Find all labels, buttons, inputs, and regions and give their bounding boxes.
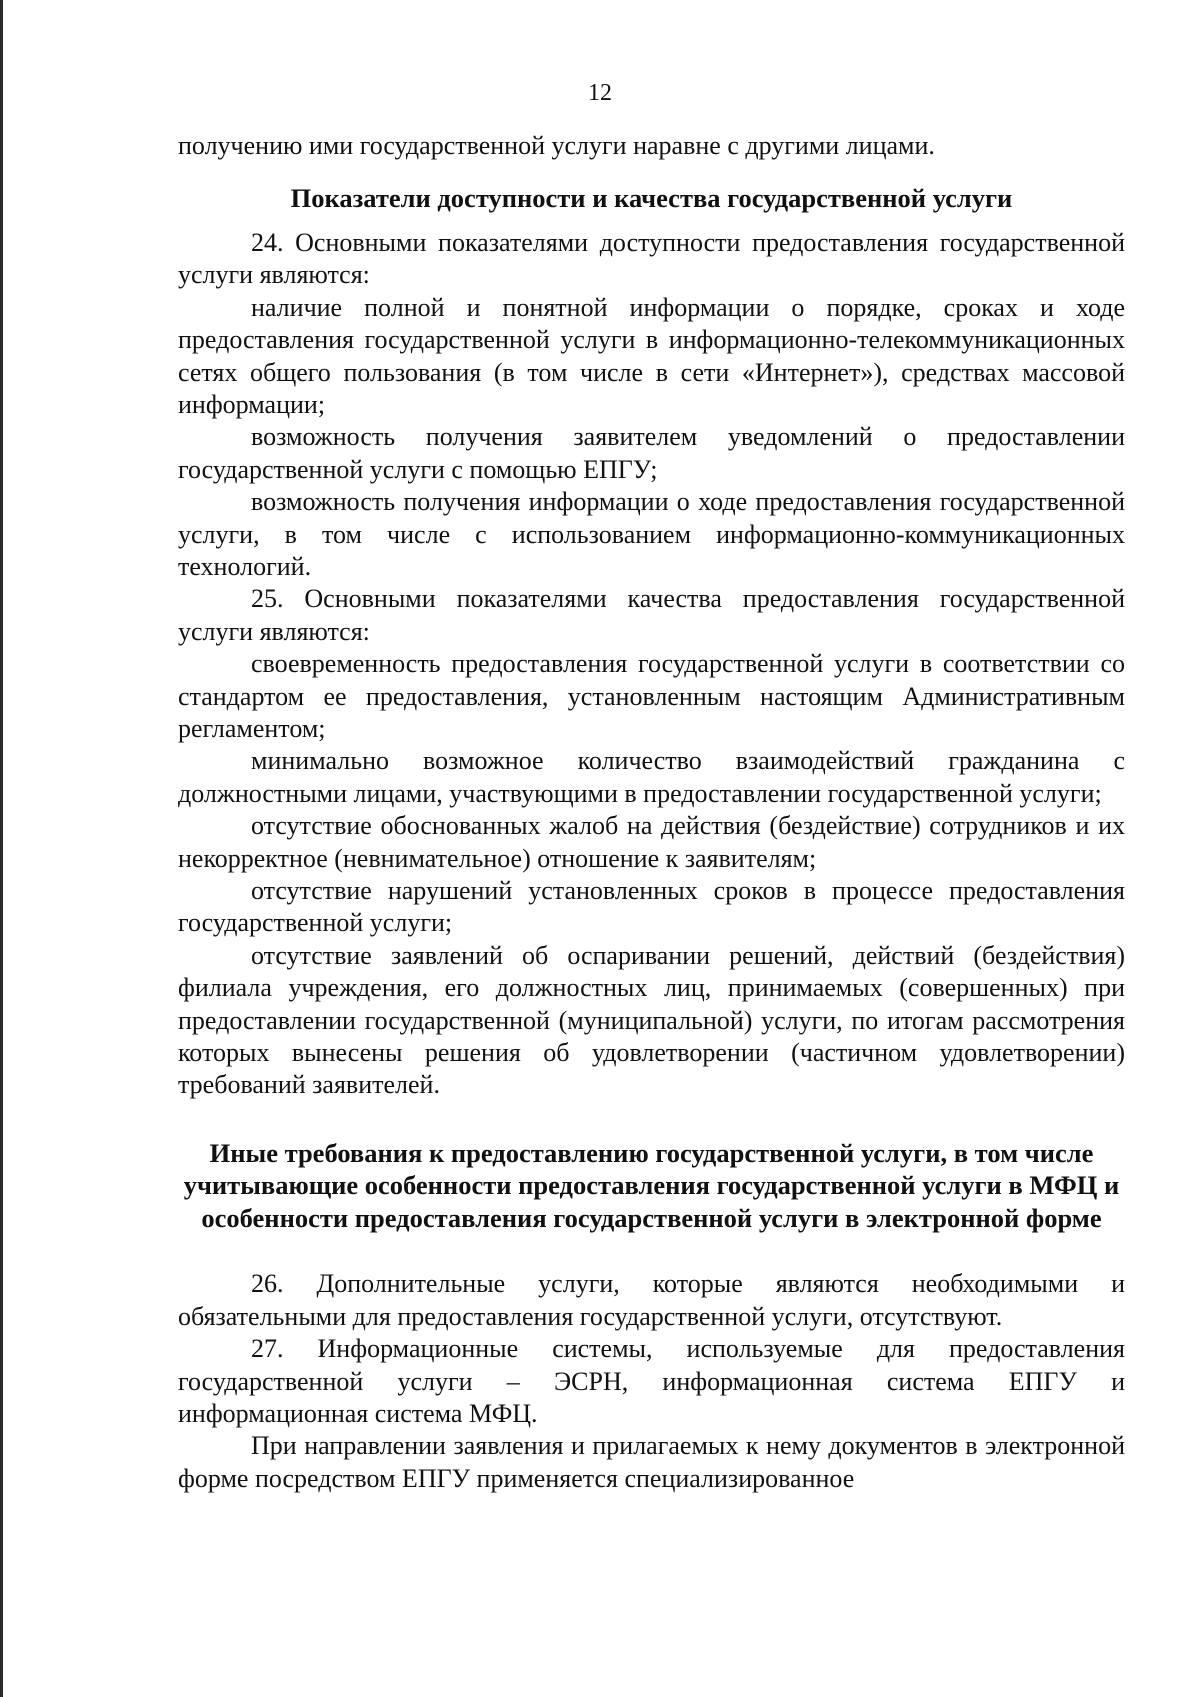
paragraph-no-deadline-violations: отсутствие нарушений установленных сроков в процессе предоставления государственной услуги; — [178, 876, 1125, 938]
paragraph-minimal-interactions: минимально возможное количество взаимодействий гражданина с должностными лицами, участвующими в предоставлении государственной услуги; — [178, 746, 1125, 808]
paragraph-electronic-submission: При направлении заявления и прилагаемых к нему документов в электронной форме посредством ЕПГУ применяется специализированное — [178, 1431, 1125, 1493]
paragraph-item-27: 27. Информационные системы, используемые для предоставления государственной услуги – ЭСРН, информационная система ЕПГУ и информационная система МФЦ. — [178, 1334, 1125, 1428]
paragraph-notifications: возможность получения заявителем уведомлений о предоставлении государственной услуги с помощью ЕПГУ; — [178, 422, 1125, 484]
paragraph-no-appeals: отсутствие заявлений об оспаривании решений, действий (бездействия) филиала учреждения, его должностных лиц, принимаемых (совершенных) при предоставлении государственной (муниципальной) услуги, по итогам рассмотрения которых вынесены решения об удовлетворении (частичном удовлетворении) требований заявителей. — [178, 940, 1125, 1100]
paragraph-no-complaints: отсутствие обоснованных жалоб на действия (бездействие) сотрудников и их некорректное (невнимательное) отношение к заявителям; — [178, 811, 1125, 873]
paragraph-timeliness: своевременность предоставления государственной услуги в соответствии со стандартом ее предоставления, установленным настоящим Административным регламентом; — [178, 649, 1125, 743]
document-body — [178, 130, 1125, 1495]
paragraph-progress-information: возможность получения информации о ходе предоставления государственной услуги, в том числе с использованием информационно-коммуникационных технологий. — [178, 487, 1125, 581]
scan-edge-shadow — [0, 0, 3, 1697]
page-number: 12 — [588, 80, 612, 106]
section-heading-other-requirements: Иные требования к предоставлению государственной услуги, в том числе учитывающие особенности предоставления государственной услуги в МФЦ и особенности предоставления государственной услуги в электронной форме — [183, 1137, 1120, 1233]
section-heading-availability-quality: Показатели доступности и качества государственной услуги — [290, 183, 1013, 214]
paragraph-item-25: 25. Основными показателями качества предоставления государственной услуги являются: — [178, 584, 1125, 646]
paragraph-item-24: 24. Основными показателями доступности предоставления государственной услуги являются: — [178, 227, 1125, 290]
paragraph-complete-information: наличие полной и понятной информации о порядке, сроках и ходе предоставления государственной услуги в информационно-телекоммуникационных сетях общего пользования (в том числе в сети «Интернет»), средствах массовой информации; — [178, 292, 1125, 419]
paragraph-item-26: 26. Дополнительные услуги, которые являются необходимыми и обязательными для предоставления государственной услуги, отсутствуют. — [178, 1269, 1125, 1331]
paragraph-continuation: получению ими государственной услуги наравне с другими лицами. — [178, 131, 935, 160]
